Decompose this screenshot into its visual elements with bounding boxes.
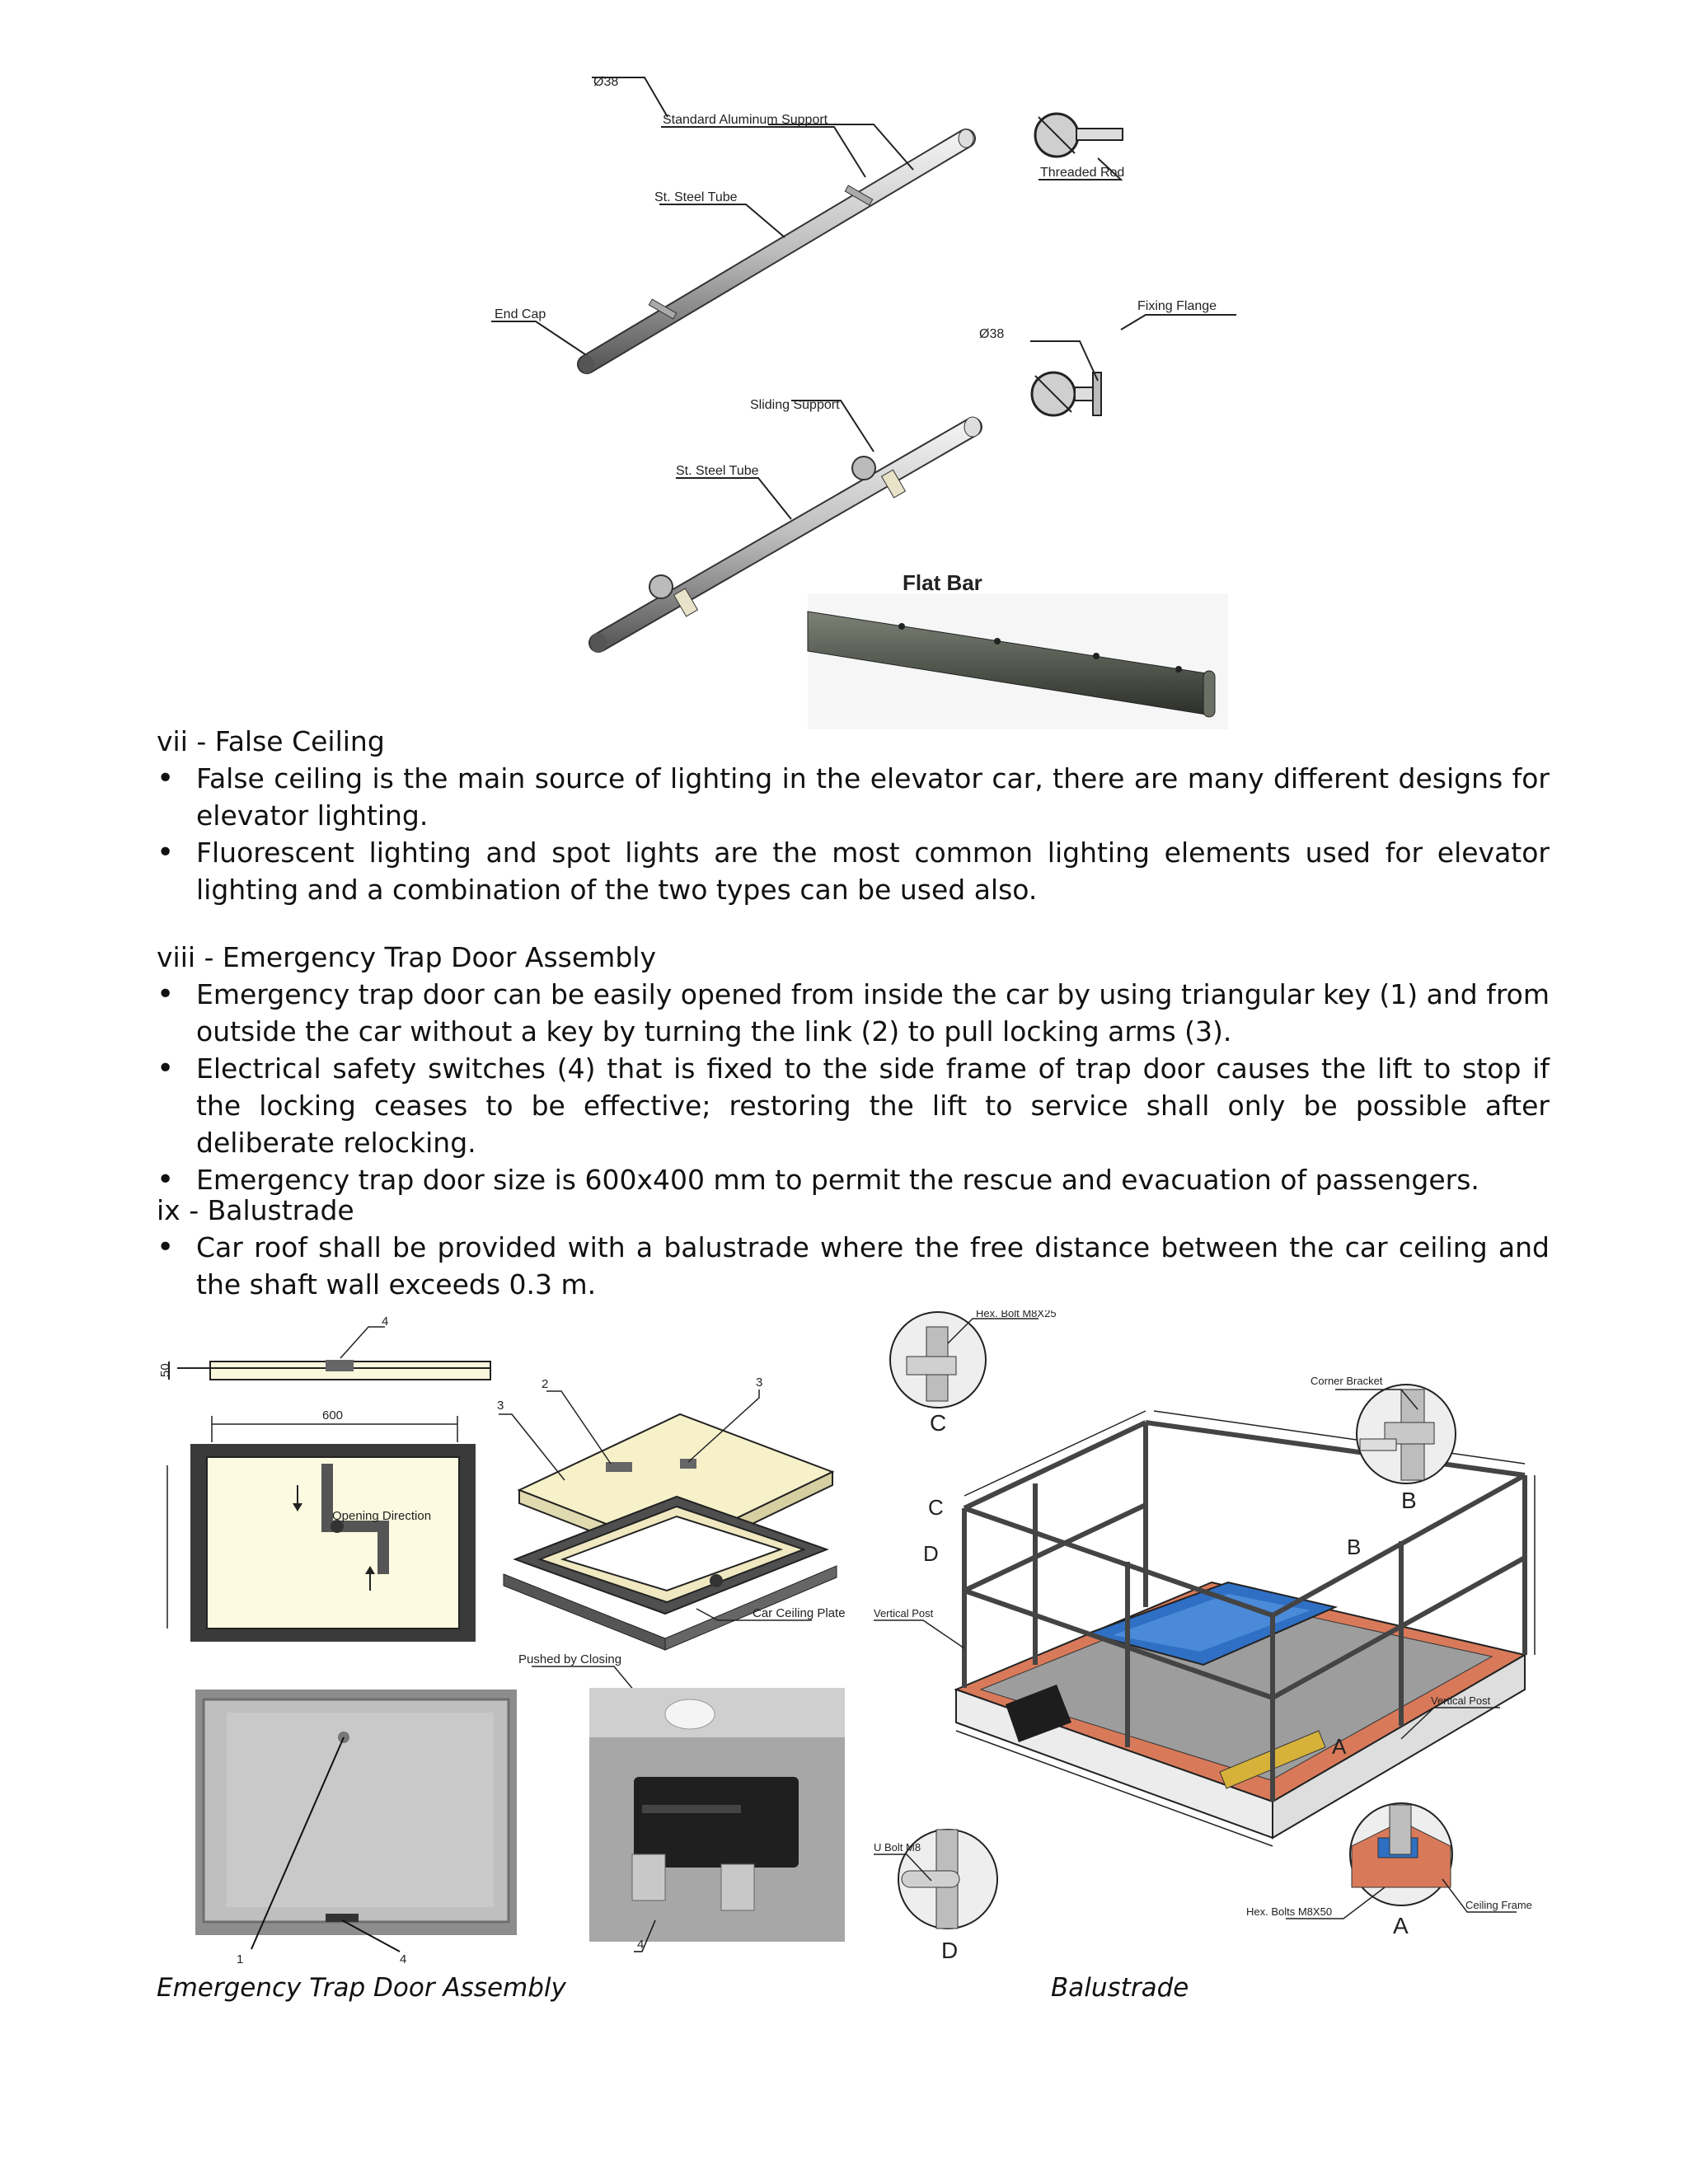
bullet-list: [157, 1229, 1550, 1303]
callout-3: 3: [756, 1376, 763, 1390]
letter-a: A: [1332, 1734, 1347, 1759]
trap-door-isometric-view: [497, 1376, 846, 1650]
detail-b: [1357, 1385, 1456, 1513]
detail-letter-d: D: [941, 1938, 959, 1963]
letter-c: C: [928, 1495, 944, 1520]
bullet-list: [157, 760, 1550, 908]
list-item: • Electrical safety switches (4) that is fixed to the side frame of trap door causes the lift to stop if the locking ceases to be effective; restoring the lift to service shall only be possible after deliberate relocking.: [157, 1050, 1550, 1161]
u-bolt-label: U Bolt M8: [874, 1841, 921, 1854]
letter-b: B: [1347, 1535, 1362, 1559]
caption-balustrade: Balustrade: [1051, 1973, 1189, 2003]
trap-door-plan-view: [167, 1408, 476, 1642]
callout-4: 4: [382, 1315, 389, 1329]
list-item: • Emergency trap door size is 600x400 mm to permit the rescue and evacuation of passengers.: [157, 1161, 1550, 1198]
balustrade-figure: [874, 1310, 1550, 1970]
opening-direction-label: Opening Direction: [332, 1509, 432, 1523]
list-item: • False ceiling is the main source of lighting in the elevator car, there are many different designs for elevator lighting.: [157, 760, 1550, 834]
corner-bracket-label: Corner Bracket: [1311, 1375, 1383, 1387]
detail-letter-b: B: [1401, 1488, 1417, 1513]
threaded-rod-label: Threaded Rod: [1040, 166, 1125, 180]
list-item: • Fluorescent lighting and spot lights are the most common lighting elements used for elevator lighting and a combination of the two types can be used also.: [157, 834, 1550, 908]
list-item: • Car roof shall be provided with a balustrade where the free distance between the car ceiling and the shaft wall exceeds 0.3 m.: [157, 1229, 1550, 1303]
pushed-by-closing-label: Pushed by Closing: [518, 1652, 622, 1666]
trap-door-figure: [152, 1310, 853, 1966]
callout-4: 4: [400, 1952, 407, 1966]
letter-d: D: [923, 1541, 939, 1566]
safety-switch-photo: [518, 1652, 845, 1952]
diameter-top-label: Ø38: [593, 75, 619, 89]
detail-a: [1350, 1803, 1452, 1938]
callout-4: 4: [637, 1938, 645, 1952]
section-title: ix - Balustrade: [157, 1194, 354, 1226]
section-balustrade: [157, 1192, 1550, 1303]
flat-bar-label: Flat Bar: [903, 570, 982, 595]
standard-support-label: Standard Aluminum Support: [663, 113, 828, 127]
list-item: • Emergency trap door can be easily opened from inside the car by using triangular key (1) and from outside the car without a key by turning the link (2) to pull locking arms (3).: [157, 976, 1550, 1050]
fixing-flange-label: Fixing Flange: [1137, 299, 1217, 313]
flat-bar-image: [808, 570, 1228, 729]
detail-letter-c: C: [930, 1410, 947, 1436]
tube-top-label: St. Steel Tube: [654, 190, 738, 204]
vertical-post-right-label: Vertical Post: [1431, 1694, 1491, 1707]
ceiling-frame-label: Ceiling Frame: [1465, 1899, 1532, 1911]
handrail-figure: [462, 58, 1253, 729]
detail-c: [890, 1312, 986, 1436]
vertical-post-left-label: Vertical Post: [874, 1607, 934, 1619]
sliding-support-label: Sliding Support: [750, 398, 840, 412]
section-false-ceiling: [157, 723, 1550, 908]
callout-2: 2: [542, 1377, 549, 1391]
detail-letter-a: A: [1393, 1913, 1409, 1938]
section-title: viii - Emergency Trap Door Assembly: [157, 941, 656, 973]
section-title: vii - False Ceiling: [157, 725, 385, 757]
trap-door-photo: [195, 1690, 517, 1966]
section-trap-door: [157, 939, 1550, 1198]
bottom-section-view: [1032, 373, 1101, 415]
hex-bolts-bottom-label: Hex. Bolts M8X50: [1246, 1905, 1333, 1918]
end-cap-label: End Cap: [495, 307, 546, 321]
trap-door-side-view: [158, 1315, 490, 1380]
handrail-leader-lines: [491, 77, 1236, 519]
top-handrail-tube: [579, 129, 973, 373]
dim-width-label: 600: [322, 1408, 344, 1422]
car-roof-platform: [956, 1582, 1525, 1838]
dim-height-label: 50: [158, 1363, 172, 1377]
tube-bottom-label: St. Steel Tube: [676, 464, 759, 478]
top-section-view: [1035, 114, 1123, 157]
hex-bolt-top-label: Hex. Bolt M8X25: [976, 1310, 1057, 1319]
caption-trap-door: Emergency Trap Door Assembly: [157, 1973, 566, 2003]
callout-1: 1: [237, 1952, 244, 1966]
diameter-bottom-label: Ø38: [979, 327, 1005, 341]
bullet-list: [157, 976, 1550, 1198]
callout-3: 3: [497, 1399, 504, 1413]
car-ceiling-plate-label: Car Ceiling Plate: [753, 1606, 846, 1620]
